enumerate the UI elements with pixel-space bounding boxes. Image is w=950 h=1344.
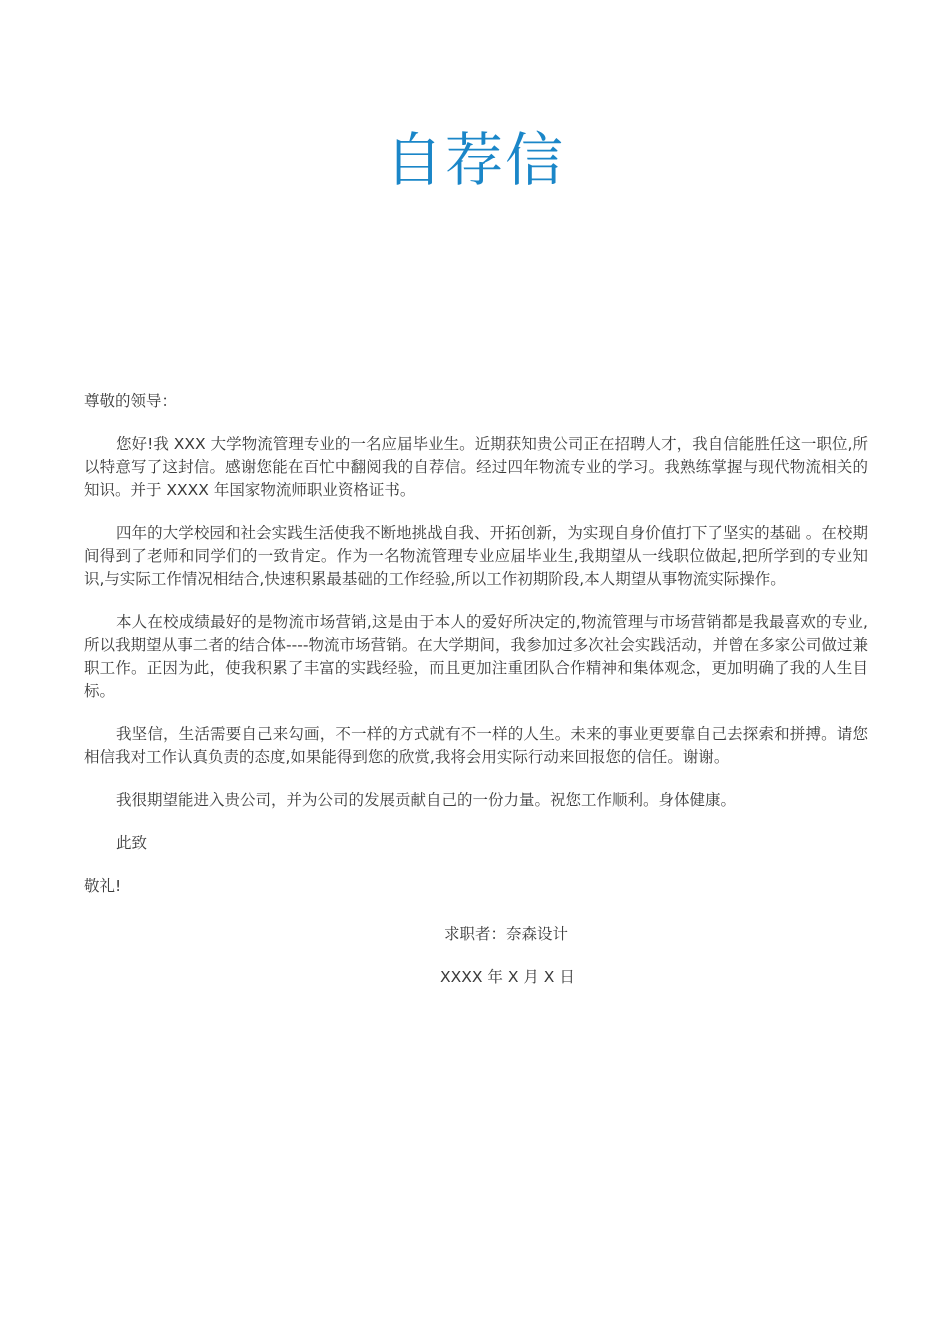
letter-date: XXXX 年 X 月 X 日	[440, 968, 575, 986]
letter-body	[84, 390, 868, 989]
closing-greeting: 此致	[116, 834, 148, 852]
closing-salute: 敬礼!	[84, 877, 122, 895]
paragraph-marketing: 本人在校成绩最好的是物流市场营销,这是由于本人的爱好所决定的,物流管理与市场营销都是我最喜欢的专业,所以我期望从事二者的结合体----物流市场营销。在大学期间，我参加过多次社会实践活动，并曾在多家公司做过兼职工作。正因为此，使我积累了丰富的实践经验，而且更加注重团队合作精神和集体观念，更加明确了我的人生目标。	[84, 613, 868, 700]
paragraph-belief: 我坚信，生活需要自己来勾画，不一样的方式就有不一样的人生。未来的事业更要靠自己去探索和拼搏。请您相信我对工作认真负责的态度,如果能得到您的欣赏,我将会用实际行动来回报您的信任。谢谢。	[84, 725, 868, 766]
signature: 求职者：奈森设计	[444, 925, 569, 943]
paragraph-intro: 您好!我 XXX 大学物流管理专业的一名应届毕业生。近期获知贵公司正在招聘人才，我自信能胜任这一职位,所以特意写了这封信。感谢您能在百忙中翻阅我的自荐信。经过四年物流专业的学习。我熟练掌握与现代物流相关的知识。并于 XXXX 年国家物流师职业资格证书。	[84, 435, 868, 499]
salutation: 尊敬的领导：	[84, 392, 178, 410]
page-title: 自荐信	[384, 126, 565, 194]
paragraph-university: 四年的大学校园和社会实践生活使我不断地挑战自我、开拓创新，为实现自身价值打下了坚实的基础 。在校期间得到了老师和同学们的一致肯定。作为一名物流管理专业应届毕业生,我期望从一线职位做起,把所学到的专业知识,与实际工作情况相结合,快速积累最基础的工作经验,所以工作初期阶段,本人期望从事物流实际操作。	[84, 524, 868, 588]
paragraph-hope: 我很期望能进入贵公司，并为公司的发展贡献自己的一份力量。祝您工作顺利。身体健康。	[116, 791, 737, 809]
